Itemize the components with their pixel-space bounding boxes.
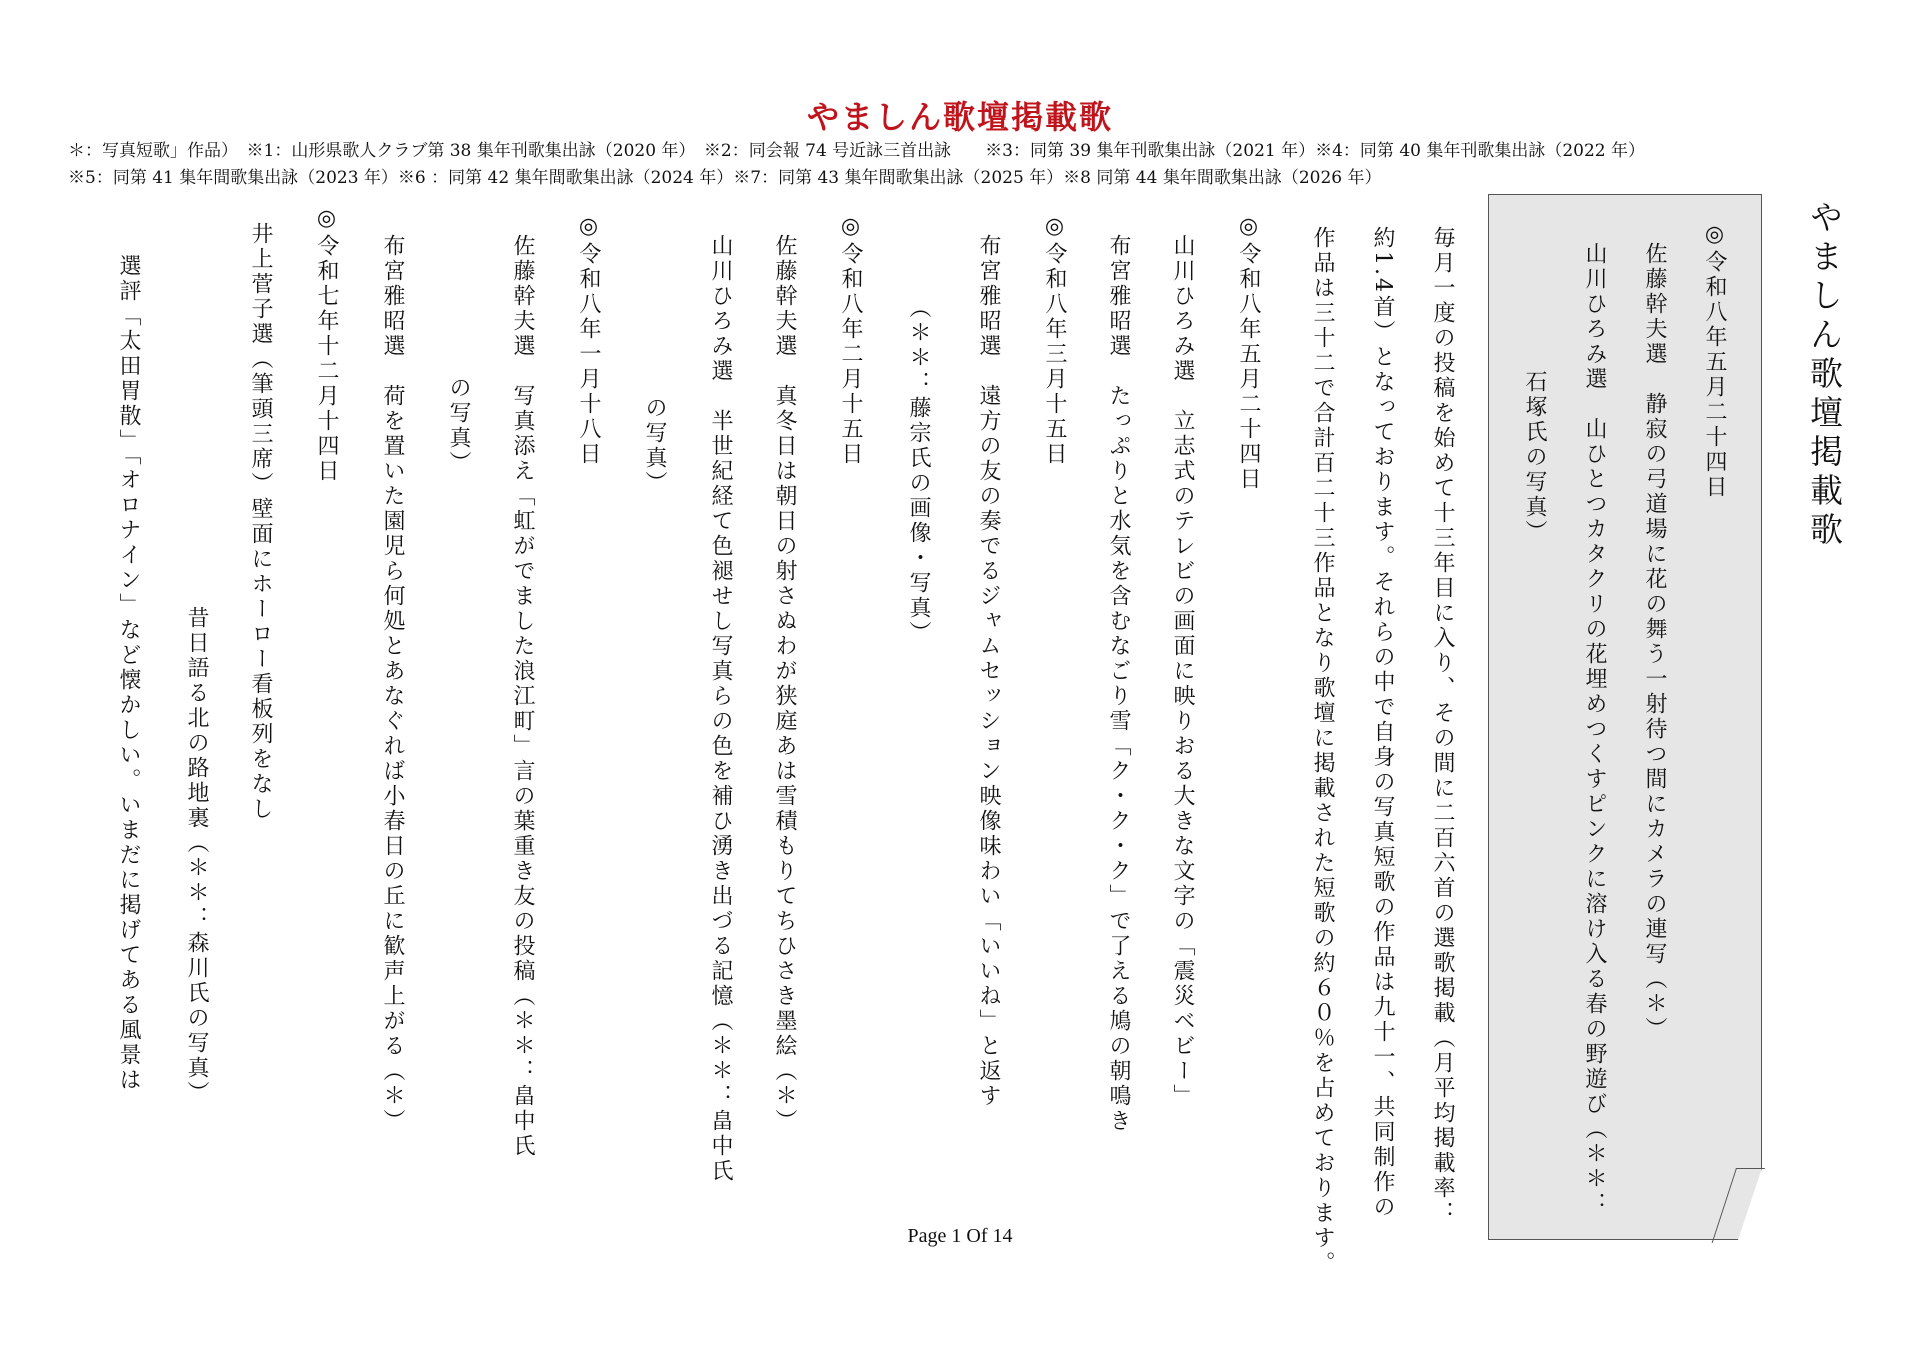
box-poem-2: 山川ひろみ選 山ひとつカタクリの花埋めつくすピンクに溶け入る春の野遊び（＊＊： [1582, 242, 1607, 1217]
poem-continuation: の写真） [642, 396, 667, 496]
poem-entry: 佐藤幹夫選 写真添え「虹がでました浪江町」言の葉重き友の投稿（＊＊：畠中氏 [510, 234, 535, 1159]
date-heading: ◎令和八年三月十五日 [1042, 214, 1067, 467]
intro-line-3: 作品は三十二で合計百二十三作品となり歌壇に掲載された短歌の約６０％を占めております。 [1310, 226, 1335, 1276]
poem-entry: 布宮雅昭選 荷を置いた園児ら何処とあなぐれば小春日の丘に歓声上がる（＊） [380, 234, 405, 1134]
date-heading: ◎令和八年一月十八日 [576, 214, 601, 467]
page-title: やましん歌壇掲載歌 [1805, 200, 1844, 551]
notes-line-1: ＊：写真短歌」作品） ※1：山形県歌人クラブ第 38 集年刊歌集出詠（2020 年） ※2：同会報 74 号近詠三首出詠 ※3：同第 39 集年刊歌集出詠（2021 年）※4：同第 40 集年刊歌集出詠（2022 年） [68, 141, 1646, 161]
banner-title: やましん歌壇掲載歌 [806, 98, 1113, 136]
date-heading: ◎令和八年五月二十四日 [1236, 214, 1261, 492]
poem-entry: 井上菅子選（筆頭三席）壁面にホーロー看板列をなし [248, 222, 273, 822]
review-text: 選評「太田胃散」「オロナイン」など懐かしい。いまだに掲げてある風景は [116, 254, 141, 1093]
date-heading: ◎令和八年二月十五日 [838, 214, 863, 467]
poem-continuation: の写真） [446, 376, 471, 476]
box-poem-1: 佐藤幹夫選 静寂の弓道場に花の舞う一射待つ間にカメラの連写（＊） [1642, 242, 1667, 1042]
intro-line-1: 毎月一度の投稿を始めて十三年目に入り、その間に二百六首の選歌掲載（月平均掲載率： [1430, 226, 1455, 1226]
box-poem-2-cont: 石塚氏の写真） [1522, 370, 1547, 545]
poem-entry: 布宮雅昭選 遠方の友の奏でるジャムセッション映像味わい「いいね」と返す [976, 234, 1001, 1109]
intro-line-2: 約1.4首）となっております。それらの中で自身の写真短歌の作品は九十一、共同制作の [1370, 226, 1395, 1220]
page-number: Page 1 Of 14 [907, 1225, 1013, 1247]
poem-note: （＊＊：藤宗氏の画像・写真） [906, 296, 931, 646]
poem-entry: 山川ひろみ選 半世紀経て色褪せし写真らの色を補ひ湧き出づる記憶（＊＊：畠中氏 [708, 234, 733, 1184]
date-heading: ◎令和七年十二月十四日 [314, 206, 339, 484]
poem-continuation: 昔日語る北の路地裏（＊＊：森川氏の写真） [184, 606, 209, 1106]
poem-entry: 山川ひろみ選 立志式のテレビの画面に映りおる大きな文字の「震災ベビー」 [1170, 234, 1195, 1109]
poem-entry: 布宮雅昭選 たっぷりと水気を含むなごり雪「ク・ク・ク」で了える鳩の朝鳴き [1106, 234, 1131, 1134]
poem-entry: 佐藤幹夫選 真冬日は朝日の射さぬわが狭庭あは雪積もりてちひさき墨絵（＊） [772, 234, 797, 1134]
box-date: ◎令和八年五月二十四日 [1702, 222, 1727, 500]
notes-line-2: ※5：同第 41 集年間歌集出詠（2023 年）※6 ：同第 42 集年間歌集出詠（2024 年）※7：同第 43 集年間歌集出詠（2025 年）※8 同第 44 集年間歌集出詠（2026 年） [68, 168, 1382, 188]
